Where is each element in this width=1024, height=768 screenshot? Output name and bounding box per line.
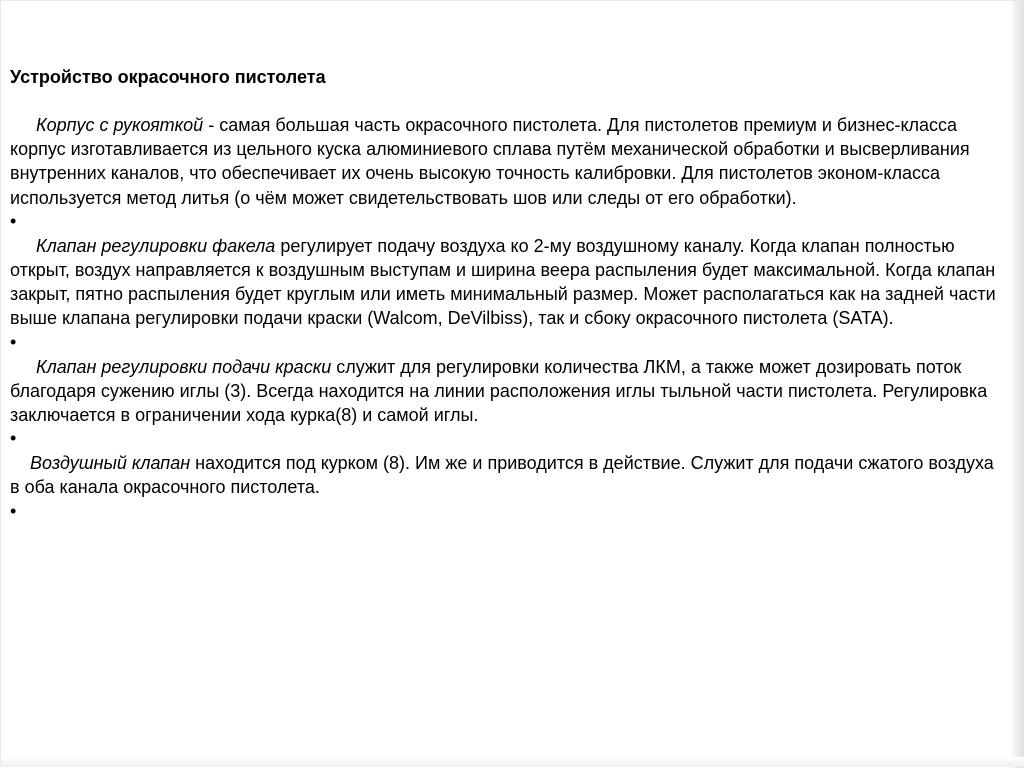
paragraph-air-valve-text: находится под курком (8). Им же и приводится в действие. Служит для подачи сжатого воздуха в оба канала окрасочного пистолета. bbox=[10, 453, 994, 498]
paragraph-paint-valve-text: служит для регулировки количества ЛКМ, а также может дозировать поток благодаря сужению иглы (3). Всегда находится на линии расположения иглы тыльной части пистолета. Регулировка заключается в ограничении хода курка(8) и самой иглы. bbox=[10, 356, 988, 426]
slide-bottom-shadow bbox=[1, 757, 1024, 767]
paragraph-paint-valve bbox=[10, 355, 1000, 428]
slide-title: Устройство окрасочного пистолета bbox=[10, 67, 326, 87]
paragraph-fan-valve bbox=[10, 234, 1000, 331]
paragraph-body-text: - самая большая часть окрасочного пистолета. Для пистолетов премиум и бизнес-класса корпус изготавливается из цельного куска алюминиевого сплава путём механической обработки и высверливания внутренних каналов, что обеспечивает их очень высокую точность калибровки. Для пистолетов эконом-класса используется метод литья (о чём может свидетельствовать шов или следы от его обработки). bbox=[10, 115, 970, 208]
term-body: Корпус с рукояткой bbox=[36, 115, 204, 135]
slide-content bbox=[10, 65, 1000, 524]
term-air-valve: Воздушный клапан bbox=[30, 453, 191, 474]
term-fan-valve: Клапан регулировки факела bbox=[36, 235, 276, 256]
term-paint-valve: Клапан регулировки подачи краски bbox=[36, 356, 332, 377]
slide-right-shadow bbox=[1010, 1, 1024, 768]
paragraph-air-valve bbox=[10, 451, 1000, 499]
paragraph-body bbox=[10, 113, 1000, 210]
bullet-marker: • bbox=[10, 331, 17, 352]
paragraph-fan-valve-text: регулирует подачу воздуха ко 2-му воздушному каналу. Когда клапан полностью открыт, воздух направляется к воздушным выступам и ширина веера распыления будет максимальной. Когда клапан закрыт, пятно распыления будет круглым или иметь минимальный размер. Может располагаться как на задней части выше клапана регулировки подачи краски (Walcom, DeVilbiss), так и сбоку окрасочного пистолета (SATA). bbox=[10, 235, 996, 329]
bullet-marker: • bbox=[10, 210, 17, 231]
bullet-marker: • bbox=[10, 500, 17, 521]
bullet-marker: • bbox=[10, 428, 17, 449]
